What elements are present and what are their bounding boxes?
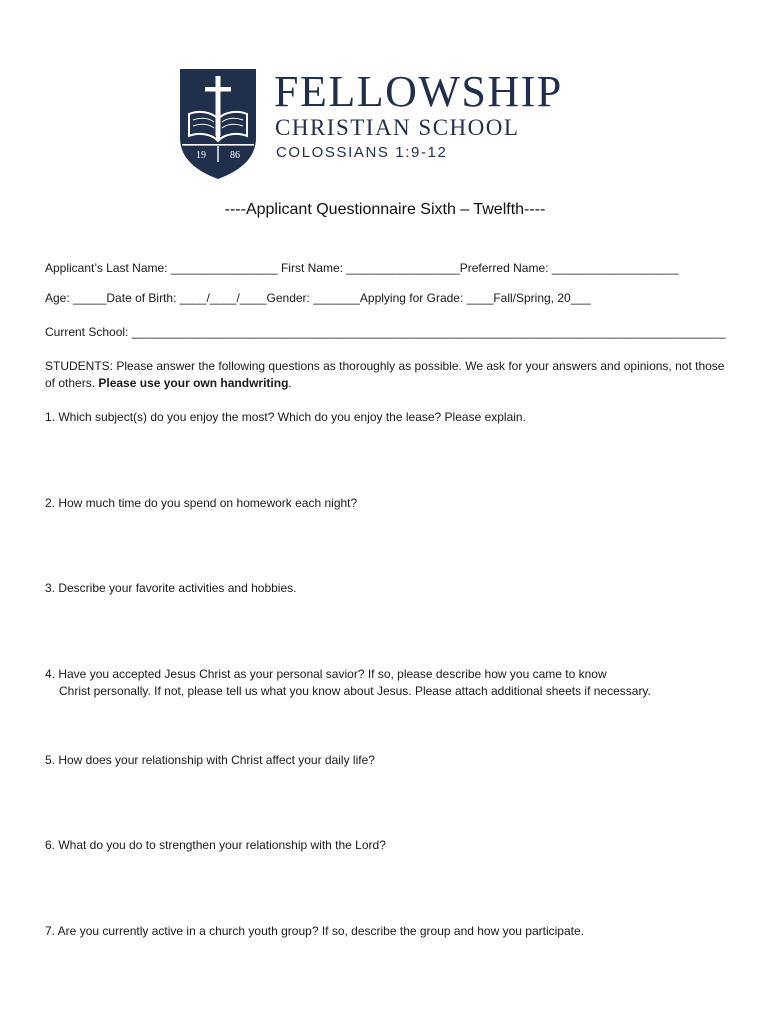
logo-verse: COLOSSIANS 1:9-12 xyxy=(276,144,448,161)
question-4-line1: 4. Have you accepted Jesus Christ as your personal savior? If so, please describe how you came to know xyxy=(45,667,607,681)
shield-cross-icon xyxy=(179,68,257,180)
question-6: 6. What do you do to strengthen your relationship with the Lord? xyxy=(45,838,386,852)
instructions-text: STUDENTS: Please answer the following questions as thoroughly as possible. We ask for your answers and opinions, not those of others. xyxy=(45,359,725,390)
question-5: 5. How does your relationship with Christ affect your daily life? xyxy=(45,753,375,767)
instructions-paragraph xyxy=(45,358,735,392)
question-3: 3. Describe your favorite activities and hobbies. xyxy=(45,581,297,595)
logo-name: FELLOWSHIP xyxy=(274,67,563,116)
question-1: 1. Which subject(s) do you enjoy the most? Which do you enjoy the lease? Please explain. xyxy=(45,410,526,424)
year-left: 19 xyxy=(196,150,206,161)
question-4 xyxy=(45,666,735,700)
school-logo xyxy=(179,68,599,180)
question-4-line2: Christ personally. If not, please tell us what you know about Jesus. Please attach additional sheets if necessary. xyxy=(59,684,651,698)
instructions-end: . xyxy=(288,376,292,390)
page-title: ----Applicant Questionnaire Sixth – Twelfth---- xyxy=(224,201,546,218)
question-2: 2. How much time do you spend on homework each night? xyxy=(45,496,358,510)
current-school-line: Current School: _________________________________________________________________________________________ xyxy=(45,325,726,339)
name-fields-line: Applicant’s Last Name: ________________ First Name: _________________Preferred Name: ___________________ xyxy=(45,261,679,275)
logo-subtitle: CHRISTIAN SCHOOL xyxy=(275,115,520,140)
instructions-emphasis: Please use your own handwriting xyxy=(98,376,289,390)
year-right: 86 xyxy=(230,150,240,161)
age-birth-fields-line: Age: _____Date of Birth: ____/____/____Gender: _______Applying for Grade: ____Fall/Spring, 20___ xyxy=(45,291,591,305)
question-7: 7. Are you currently active in a church youth group? If so, describe the group and how you participate. xyxy=(45,924,584,938)
